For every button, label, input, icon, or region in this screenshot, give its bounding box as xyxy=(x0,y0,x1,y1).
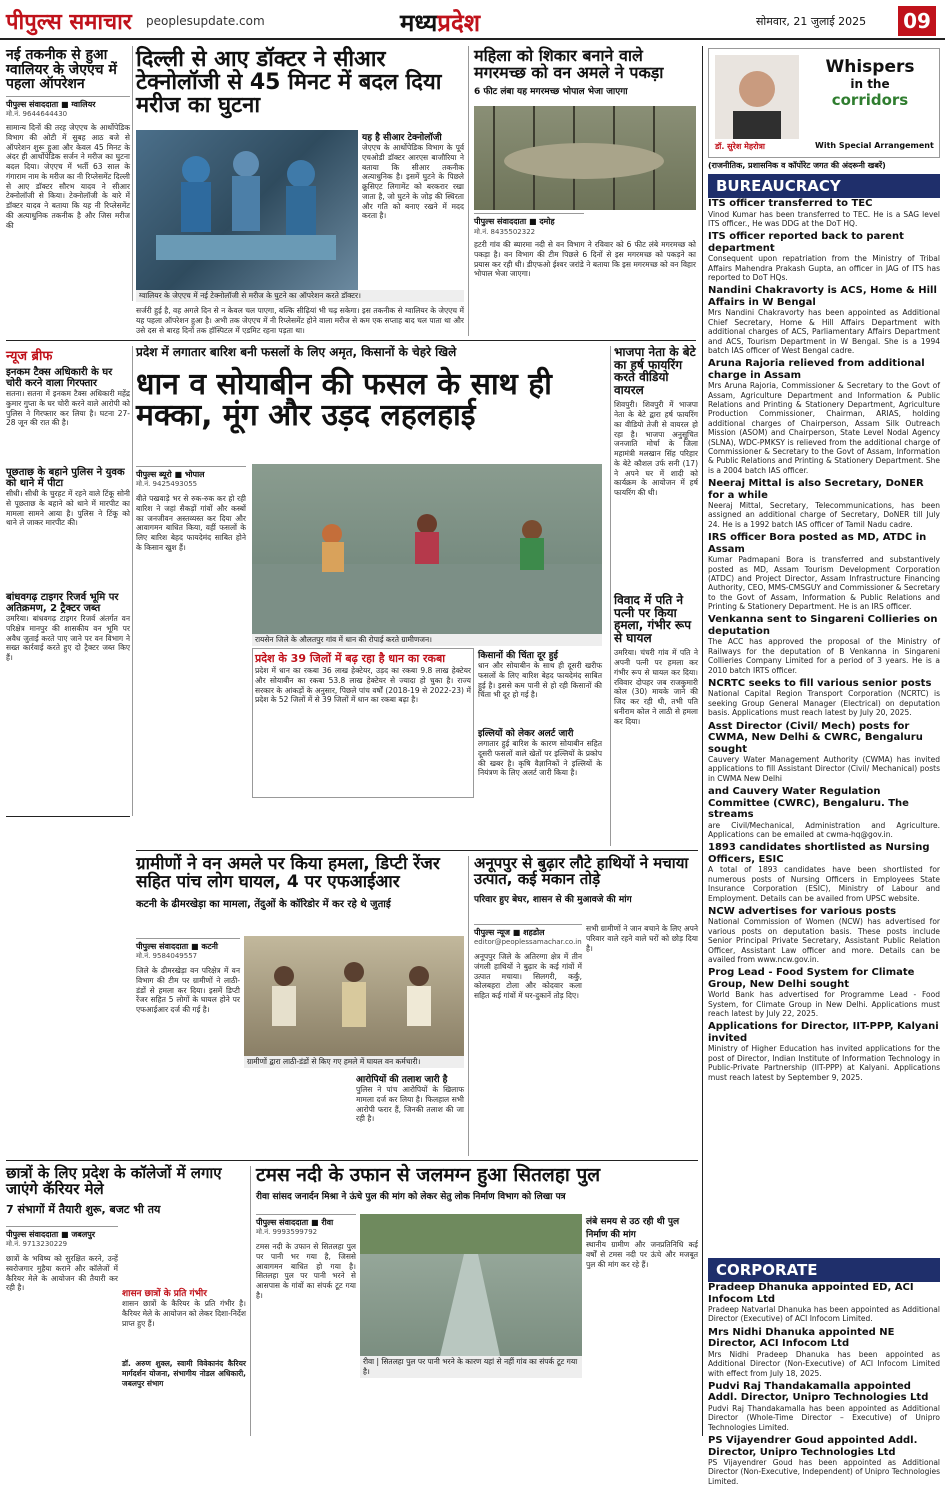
newspaper-logo: पीपुल्स समाचार xyxy=(6,10,132,35)
subhead: 7 संभागों में तैयारी शुरू, बजट भी तय xyxy=(6,1202,161,1216)
items-item xyxy=(708,358,940,475)
items-item-headline: Asst Director (Civil/ Mech) posts for CWMA, New Delhi & CWRC, Bengaluru sought xyxy=(708,720,923,755)
corp-item-headline: Mrs Nidhi Dhanuka appointed NE Director, ACI Infocom Ltd xyxy=(708,1326,895,1350)
kicker: प्रदेश में लगातार बारिश बनी फसलों के लिए अमृत, किसानों के चेहरे खिले xyxy=(136,345,457,359)
column-divider xyxy=(250,1166,251,1436)
horizontal-rule xyxy=(6,1160,698,1161)
items-item xyxy=(708,285,940,355)
corporate-label: CORPORATE xyxy=(708,1258,940,1282)
sidebar-cr xyxy=(362,130,464,288)
items-item-text: Kumar Padmapani Bora is transferred and substantively posted as MD, Assam Tourism Development Corporation (ATDC) and Project Director, Assam Infrastructure Financing Authority, CEO, MMS-CMSGUY and Commissioner & Secretary to the Govt of Assam, Information & Public Relations and Printing & Stationery Department. He is an IRS officer. xyxy=(708,555,940,611)
tagline: (राजनीतिक, प्रशासनिक व कॉर्पोरेट जगत की अंदरूनी खबरें) xyxy=(708,161,886,170)
side-body: पुलिस ने पांच आरोपियों के खिलाफ मामला दर्ज कर लिया है। फिलहाल सभी आरोपी फरार हैं, जिनकी तलाश की जा रही है। xyxy=(356,1085,464,1124)
items-item-headline: 1893 candidates shortlisted as Nursing Officers, ESIC xyxy=(708,842,930,865)
story-husband-attack xyxy=(614,594,698,846)
story-bridge xyxy=(256,1166,698,1438)
items-item-headline: Aruna Rajoria relieved from additional charge in Assam xyxy=(708,358,925,381)
items-item xyxy=(708,842,940,903)
items-item xyxy=(708,967,940,1018)
items-item-text: The ACC has approved the proposal of the Ministry of Railways for the deputation of B Venkanna in Singareni Collieries Company Limited for a period of 3 years. He is a 2010 batch IRTS officer. xyxy=(708,637,940,675)
photo-caption: रायसेन जिले के औलतपुर गांव में धान की रोपाई करते ग्रामीणजन। xyxy=(252,634,602,646)
items-item xyxy=(708,678,940,718)
box-headline: प्रदेश के 39 जिलों में बढ़ रहा है धान का रकबा xyxy=(255,652,446,665)
crocodile-illustration xyxy=(474,106,696,210)
mobile-number: मो.नं. 9713230229 xyxy=(6,1240,68,1248)
surgery-photo-illustration xyxy=(136,130,358,280)
flooded-bridge-photo xyxy=(360,1214,582,1356)
items-item-headline: NCRTC seeks to fill various senior posts xyxy=(708,677,932,689)
items-item xyxy=(708,198,940,228)
mobile-number: मो.नं. 9425493055 xyxy=(136,480,198,488)
body-text: छात्रों के भविष्य को सुरक्षित करने, उन्हें स्वरोजगार मुहैया कराने और कॉलेजों में कैरियर मेले के आयोजन की तैयारी कर रही है। xyxy=(6,1254,118,1293)
masthead xyxy=(0,0,945,40)
whispers-title-2: in the xyxy=(850,77,890,91)
story-harsh-firing xyxy=(614,346,698,591)
items-item-text: Mrs Nandini Chakravorty has been appointed as Additional Chief Secretary, Home & Hill Affairs Department with additional charges of ACS, Parliamentary Affairs Department and ACS, Tourism Department in W Bengal. She is a 1994 batch IAS officer of West Bengal cadre. xyxy=(708,308,940,355)
website-url[interactable]: peoplesupdate.com xyxy=(146,14,265,28)
side-head: शासन छात्रों के प्रति गंभीर xyxy=(122,1289,207,1299)
horizontal-rule xyxy=(136,850,698,851)
items-item xyxy=(708,786,940,839)
whispers-title-3: corridors xyxy=(831,91,909,109)
body-text-2: सभी ग्रामीणों ने जान बचाने के लिए अपने परिवार वाले रहने वाले घरों को छोड़ दिया है। xyxy=(586,924,698,953)
items-item-headline: Nandini Chakravorty is ACS, Home & Hill Affairs in W Bengal xyxy=(708,285,937,308)
items-item-headline: ITS officer transferred to TEC xyxy=(708,198,873,209)
body-text: शिवपुरी। शिवपुरी में भाजपा नेता के बेटे द्वारा हर्ष फायरिंग का वीडियो तेजी से वायरल हो रहा है। भाजपा अनुसूचित जनजाति मोर्चा के जिला महामंत्री मलखान सिंह परिहार के बेटे कौशल उर्फ सनी (17) ने अपने घर में शादी को कार्यक्रम के आयोजन में हर्ष फायरिंग की थी। xyxy=(614,400,698,498)
corp-item xyxy=(708,1381,940,1432)
items-item-text: Mrs Aruna Rajoria, Commissioner & Secretary to the Govt of Assam, Agriculture Department and Information & Public Relations and Printing & Stationery Department, Agriculture Production Commissioner, Chairman, ARIAS, holding additional charges of Chairperson, Assam Silk Outreach Mission (ASOM) and Chairperson, State Level Nodal Agency (SLNA), WDC-PMKSY is relieved from the additional charge of Commissioner & Secretary to the Govt of Assam, Information & Public Relations and Printing & Stationery Department. She is a 2004 batch IAS officer. xyxy=(708,381,940,475)
items-item-text: Ministry of Higher Education has invited applications for the post of Director, Indian Institute of Information Technology in Public-Private Partnership (IIT-PPP) at Kalyani. Applications must reach latest by September 9, 2025. xyxy=(708,1044,940,1082)
items-item-headline: Venkanna sent to Singareni Collieries on deputation xyxy=(708,614,938,637)
subhead: रीवा सांसद जनार्दन मिश्रा ने ऊंचे पुल की मांग को लेकर सेतु लोक निर्माण विभाग को लिखा पत्र xyxy=(256,1191,566,1202)
whispers-title-1: Whispers xyxy=(825,57,915,77)
corp-item xyxy=(708,1327,940,1378)
byline: पीपुल्स संवाददाता ■ ग्वालियर xyxy=(6,96,130,110)
items-item-headline: Applications for Director, IIT-PPP, Kalyani invited xyxy=(708,1021,939,1044)
items-item-text: National Commission of Women (NCW) has advertised for various posts on deputation basis. These posts include Senior Principal Private Secretary, Assistant Public Relation Officer, Assistant Law officer and more. Details can be availed from www.ncw.gov.in. xyxy=(708,917,940,964)
corp-item-text: PS Vijayendrer Goud has been appointed as Additional Director (Non-Executive, Independent) of Unipro Technologies Limited. xyxy=(708,1458,940,1486)
surgery-photo xyxy=(136,130,358,290)
story-cr-technology xyxy=(136,48,464,298)
byline: पीपुल्स ब्यूरो ■ भोपाल xyxy=(136,466,246,480)
byline: पीपुल्स न्यूज ■ शहडोल xyxy=(474,924,582,938)
sidebar-alert xyxy=(478,726,602,809)
byline: पीपुल्स संवाददाता ■ जबलपुर xyxy=(6,1226,118,1240)
items-item-text: National Capital Region Transport Corporation (NCRTC) is seeking Group General Manager (Electrical) on deputation basis. Applications must reach latest by July 20, 2025. xyxy=(708,689,940,718)
mobile-number: मो.नं. 9584049557 xyxy=(136,952,198,960)
author-name: डॉ. सुरेश मेहरोत्रा xyxy=(715,142,765,151)
mobile-number: मो.नं. 8435502322 xyxy=(474,228,536,236)
byline: पीपुल्स संवाददाता ■ कटनी xyxy=(136,938,240,952)
injured-staff-illustration xyxy=(244,936,464,1056)
sidebar-farmers xyxy=(478,648,602,721)
brief-body-1: सतना। सतना में इनकम टैक्स अधिकारी महेंद्र कुमार गुप्ता के घर चोरी करने वाले आरोपी को पुलिस ने गिरफ्तार कर लिया है। घटना 27-28 जून की रात की है। xyxy=(6,389,130,428)
corp-item-text: Mrs Nidhi Pradeep Dhanuka has been appointed as Additional Director (Non-Executive) of ACI Infocom Limited with effect from July 18, 2025. xyxy=(708,1349,940,1378)
column-divider xyxy=(132,46,133,301)
items-item xyxy=(708,231,940,282)
story-forest-attack xyxy=(136,856,464,1156)
side-body: स्थानीय ग्रामीण और जनप्रतिनिधि कई वर्षों से टमस नदी पर ऊंचे और मजबूत पुल की मांग कर रहे हैं। xyxy=(586,1240,698,1269)
items-item-text: Neeraj Mittal, Secretary, Telecommunications, has been assigned an additional charge of Secretary, DoNER till July 24. He is a 1992 batch IAS officer of Tamil Nadu cadre. xyxy=(708,501,940,529)
items-item-text: A total of 1893 candidates have been shortlisted for numerous posts of Nursing Officers in Employees State Insurance Corporation (ESIC), Ministry of Labour and Employment. Details can be availed from UPSC website. xyxy=(708,865,940,903)
horizontal-rule xyxy=(6,340,696,341)
body-text: टमस नदी के उफान से सितलहा पुल पर पानी भर गया है, जिससे आवागमन बाधित हो गया है। सितलहा पुल पर पानी भरने से आसपास के गांवों का संपर्क टूट गया है। xyxy=(256,1242,356,1300)
headline: भाजपा नेता के बेटे का हर्ष फायरिंग करते वीडियो वायरल xyxy=(614,345,696,397)
body-text: जिले के ढीमरखेड़ा वन परिक्षेत्र में वन विभाग की टीम पर ग्रामीणों ने लाठी-डंडों से हमला कर दिया। इसमें डिप्टी रेंजर सहित 5 लोगों के घायल होने पर एफआईआर दर्ज की गई है। xyxy=(136,966,240,1014)
brief-label: न्यूज ब्रीफ xyxy=(6,349,53,364)
headline: दिल्ली से आए डॉक्टर ने सीआर टेक्नोलॉजी से 45 मिनट में बदल दिया मरीज का घुटना xyxy=(136,47,442,119)
body-text: उमरिया। चंचरी गांव में पति ने अपनी पत्नी पर हमला कर गंभीर रूप से घायल कर दिया। रविवार दोपहर जब राजकुमारी कोल (30) मायके जाने की जिद कर रही थी, तभी पति धनीराम कोल ने लाठी से हमला कर दिया। xyxy=(614,648,698,726)
brief-body-3: उमरिया। बांधवगढ़ टाइगर रिजर्व अंतर्गत वन परिक्षेत्र मानपुर की शासकीय वन भूमि पर अवैध जुताई करते पाए जाने पर वन विभाग ने सख्त कार्रवाई करते हुए दो ट्रैक्टर जब्त किए हैं। xyxy=(6,614,130,662)
headline: धान व सोयाबीन की फसल के साथ ही मक्का, मूंग और उड़द लहलहाई xyxy=(136,366,552,434)
brief-headline-2: पूछताछ के बहाने पुलिस ने युवक को थाने में पीटा xyxy=(6,467,125,489)
body-text: बीते पखवाड़े भर से रुक-रुक कर हो रही बारिश ने जहां सैकड़ों गांवों और कस्बों का जनजीवन अस्तव्यस्त कर दिया और आवागमन बाधित किया, वहीं फसलों के लिए बारिश बेहद फायदेमंद साबित होने के किसान खुश हैं। xyxy=(136,494,246,552)
items-item-headline: and Cauvery Water Regulation Committee (CWRC), Bengaluru. The streams xyxy=(708,786,909,821)
whispers-logo xyxy=(805,57,935,109)
horizontal-rule xyxy=(6,816,130,817)
arrangement: With Special Arrangement xyxy=(815,141,934,150)
items-item xyxy=(708,906,940,964)
column-divider xyxy=(702,46,703,1436)
items-item-text: Cauvery Water Management Authority (CWMA) has invited applications to fill Assistant Director (Civil/ Mechanical) posts in CWMA New Delhi xyxy=(708,755,940,783)
items-item-headline: IRS officer Bora posted as MD, ATDC in Assam xyxy=(708,532,927,555)
bureaucracy-list xyxy=(708,198,940,1253)
corp-item-headline: Pudvi Raj Thandakamalla appointed Addl. Director, Unipro Technologies Ltd xyxy=(708,1380,929,1404)
section-title-a: मध्य xyxy=(400,9,438,37)
items-item-headline: NCW advertises for various posts xyxy=(708,905,897,917)
box-rakba xyxy=(252,648,474,798)
sidebar-text: जेएएच के आर्थोपेडिक विभाग के पूर्व एचओडी डॉक्टर आरएस बाजौरिया ने बताया कि सीआर तकनीक अत्याधुनिक है। इसमें घुटने के पिछले क्रूसिएट लिगामेंट को बरकरार रखा जाता है, जो घुटने के जोड़ की स्थिरता और गति को बनाए रखने में मदद करता है। xyxy=(362,143,464,221)
story-cr-body: सर्जरी हुई है, वह अगले दिन से न केवल चल पाएगा, बल्कि सीढ़ियां भी चढ़ सकेगा। इस तकनीक से ग्वालियर के जेएएच में यह पहला ऑपरेशन हुआ है। अभी तक जेएएच में नी रिप्लेसमेंट होने वाला मरीज से कम एक सप्ताह बाद चल पाता था और उसे दस से बारह दिनों तक हॉस्पिटल में एडमिट रहना पड़ता था। xyxy=(136,306,464,335)
headline: नई तकनीक से हुआ ग्वालियर के जेएएच में पहला ऑपरेशन xyxy=(6,47,117,93)
headline: ग्रामीणों ने वन अमले पर किया हमला, डिप्टी रेंजर सहित पांच लोग घायल, 4 पर एफआईआर xyxy=(136,854,440,892)
headline: छात्रों के लिए प्रदेश के कॉलेजों में लगाए जाएंगे कॅरियर मेले xyxy=(6,1164,222,1198)
page-number: 09 xyxy=(898,6,936,36)
photo-caption: ग्रामीणों द्वारा लाठी-डंडों से किए गए हमले में घायल वन कर्मचारी। xyxy=(244,1056,464,1068)
story-career-fair xyxy=(6,1166,246,1436)
headline: महिला को शिकार बनाने वाले मगरमच्छ को वन अमले ने पकड़ा xyxy=(474,46,664,82)
byline: पीपुल्स संवाददाता ■ दमोह xyxy=(474,213,584,227)
flooded-bridge-illustration xyxy=(360,1214,582,1356)
story-crops xyxy=(136,346,606,846)
items-item xyxy=(708,532,940,611)
items-item-text: are Civil/Mechanical, Administration and Agriculture. Applications can be emailed at cwma-hq@gov.in. xyxy=(708,820,940,839)
byline: पीपुल्स संवाददाता ■ रीवा xyxy=(256,1214,356,1228)
alert-head: इल्लियों को लेकर अलर्ट जारी xyxy=(478,729,574,739)
items-item-headline: ITS officer reported back to parent department xyxy=(708,231,904,254)
alert-body: लगातार हुई बारिश के कारण सोयाबीन सहित दूसरी फसलों वाले खेतों पर इल्लियों के प्रकोप की खबर है। कृषि वैज्ञानिकों ने इल्लियों के नियंत्रण के लिए अलर्ट जारी किया है। xyxy=(478,739,602,778)
section-title-b: प्रदेश xyxy=(437,9,481,37)
subhead: यह है सीआर टेक्नोलॉजी xyxy=(362,133,442,143)
corp-item xyxy=(708,1435,940,1486)
body-text: हटरी गांव की ब्यारमा नदी से वन विभाग ने रविवार को 6 फीट लंबे मगरमच्छ को पकड़ा है। वन विभाग की टीम पिछले 6 दिनों से इस मगरमच्छ को पकड़ने का प्रयास कर रही थी। डीएफओ ईश्वर जरांडे ने बताया कि इस मगरमच्छ को वन विहार भोपाल भेजा जाएगा। xyxy=(474,240,696,279)
column-divider xyxy=(132,346,133,816)
column-divider xyxy=(468,46,469,336)
brief-headline-3: बांधवगढ़ टाइगर रिजर्व भूमि पर अतिक्रमण, 2 ट्रैक्टर जब्त xyxy=(6,592,119,614)
paddy-photo xyxy=(252,464,602,634)
items-item-text: Consequent upon repatriation from the Ministry of Tribal Affairs Mahendra Prakash Gupta, an officer in JAG of ITS has reported to DoT HQs. xyxy=(708,254,940,282)
sidebar-demand xyxy=(586,1214,698,1410)
side-head: आरोपियों की तलाश जारी है xyxy=(356,1075,448,1085)
photo-caption: ग्वालियर के जेएएच में नई टेक्नोलॉजी से मरीज के घुटने का ऑपरेशन करते डॉक्टर। xyxy=(136,290,464,302)
items-item-text: Vinod Kumar has been transferred to TEC. He is a SAG level ITS officer., He was DDG at the DoT HQ. xyxy=(708,209,940,228)
corporate-list xyxy=(708,1282,940,1486)
sidebar-search xyxy=(356,1072,464,1145)
corp-item-text: Pradeep Natvarlal Dhanuka has been appointed as Additional Director (Executive) of ACI Infocom Limited. xyxy=(708,1305,940,1324)
story-elephants xyxy=(474,856,698,1156)
corp-item-headline: PS Vijayendrer Goud appointed Addl. Director, Unipro Technologies Ltd xyxy=(708,1435,918,1458)
items-item-text: World Bank has advertised for Programme Lead - Food System, for Climate Group in New Delhi. Applications must reach latest by July 22, 2025. xyxy=(708,990,940,1018)
injured-staff-photo xyxy=(244,936,464,1056)
subhead: कटनी के ढीमरखेड़ा का मामला, तेंदुओं के कॉरिडोर में कर रहे थे जुताई xyxy=(136,898,391,910)
quote-name: डॉ. अरुण शुक्ल, स्वामी विवेकानंद कैरियर मार्गदर्शन योजना, संभागीय नोडल अधिकारी, जबलपुर संभाग xyxy=(122,1359,246,1388)
bureaucracy-label: BUREAUCRACY xyxy=(708,174,940,198)
side-body: शासन छात्रों के कैरियर के प्रति गंभीर है। कैरियर मेले के आयोजन को लेकर दिशा-निर्देश प्राप्त हुए हैं। xyxy=(122,1299,246,1328)
body-text: सामान्य दिनों की तरह जेएएच के आर्थोपेडिक विभाग की ओटी में सुबह आठ बजे से ऑपरेशन शुरू हुआ और केवल 45 मिनट के अंदर ही आर्थोपेडिक सर्जन ने मरीज का घुटना बदल दिया। जेएएच में भर्ती 63 साल के गंगाराम नाम के मरीज का नी रिप्लेसमेंट दिल्ली से आए डॉक्टर सौरभ यादव ने सीआर टेक्नोलॉजी से किया। टेक्नोलॉजी के बारे में डॉक्टर यादव ने बताया कि यह नी रिप्लेसमेंट की अत्याधुनिक तकनीक है और जिस मरीज की xyxy=(6,123,130,230)
section-title xyxy=(400,6,480,39)
corp-item-text: Pudvi Raj Thandakamalla has been appointed as Additional Director (Whole-Time Director – Executive) of Unipro Technologies Limited. xyxy=(708,1403,940,1432)
headline: टमस नदी के उफान से जलमग्न हुआ सितलहा पुल xyxy=(256,1164,601,1186)
headline: अनूपपुर से बुढ़ार लौटे हाथियों ने मचाया उत्पात, कई मकान तोड़े xyxy=(474,854,689,888)
whispers-column xyxy=(708,48,940,1486)
items-item-headline: Neeraj Mittal is also Secretary, DoNER for a while xyxy=(708,478,924,501)
box-body: प्रदेश में धान का रकबा 36 लाख हेक्टेयर, उड़द का रकबा 9.8 लाख हेक्टेयर और सोयाबीन का रकबा 53.8 लाख हेक्टेयर से ज्यादा हो चुका है। राज्य सरकार के आंकड़ों के अनुसार, पिछले पांच वर्षों (2018-19 से 2022-23) में प्रदेश के 52 जिलों में से 39 जिलों में धान का रकबा बढ़ा है। xyxy=(255,666,471,705)
subhead: 6 फीट लंबा यह मगरमच्छ भोपाल भेजा जाएगा xyxy=(474,86,628,97)
headline: विवाद में पति ने पत्नी पर किया हमला, गंभीर रूप से घायल xyxy=(614,593,692,645)
corp-item xyxy=(708,1282,940,1324)
brief-body-2: सीधी। सीधी के चुरहट में रहने वाले टिंकू सोनी से पूछताछ के बहाने को थाने में मारपीट का मामला सामने आया है। पुलिस ने टिंकू को थाने ले जाकर मारपीट की। xyxy=(6,489,130,528)
mobile-number: मो.नं. 9993599792 xyxy=(256,1228,318,1236)
story-jah-first-operation xyxy=(6,48,130,298)
paddy-illustration xyxy=(252,464,602,634)
sidebar-govt xyxy=(122,1286,246,1388)
whispers-header xyxy=(708,48,940,158)
items-item xyxy=(708,478,940,529)
items-item xyxy=(708,1021,940,1082)
side-body: धान और सोयाबीन के साथ ही दूसरी खरीफ फसलों के लिए बारिश बेहद फायदेमंद साबित हुई है। इससे कम पानी से हो रही किसानों की चिंता भी दूर हो गई है। xyxy=(478,661,602,700)
side-head: किसानों की चिंता दूर हुई xyxy=(478,651,558,661)
body-text: अनूपपुर जिले के अतिरग्गा क्षेत्र में तीन जंगली हाथियों ने बुढ़ार के कई गांवों में उत्पात मचाया। सिलगरी, कर्कुं, कोलबहरा टोला और कोदवार कला सहित कई गांवों में घर-दुकानें तोड़ दिए। xyxy=(474,952,582,1000)
news-brief xyxy=(6,346,130,816)
mobile-number: मो.नं. 9644644430 xyxy=(6,110,68,119)
items-item xyxy=(708,614,940,675)
photo-caption: रीवा | सितलहा पुल पर पानी भरने के कारण यहां से नहीं गांव का संपर्क टूट गया है। xyxy=(360,1356,582,1378)
email[interactable]: editor@peoplessamachar.co.in xyxy=(474,938,582,946)
crocodile-photo xyxy=(474,106,696,210)
issue-date: सोमवार, 21 जुलाई 2025 xyxy=(756,15,867,28)
side-head: लंबे समय से उठ रही थी पुल निर्माण की मांग xyxy=(586,1217,680,1240)
items-item xyxy=(708,721,940,784)
subhead: परिवार हुए बेघर, शासन से की मुआवजे की मांग xyxy=(474,894,632,905)
column-divider xyxy=(610,346,611,846)
author-photo xyxy=(715,55,799,139)
column-divider xyxy=(468,856,469,1156)
brief-headline-1: इनकम टैक्स अधिकारी के घर चोरी करने वाला गिरफ्तार xyxy=(6,367,113,389)
story-crocodile xyxy=(474,48,696,338)
corp-item-headline: Pradeep Dhanuka appointed ED, ACI Infocom Ltd xyxy=(708,1282,914,1305)
items-item-headline: Prog Lead - Food System for Climate Group, New Delhi sought xyxy=(708,967,915,990)
